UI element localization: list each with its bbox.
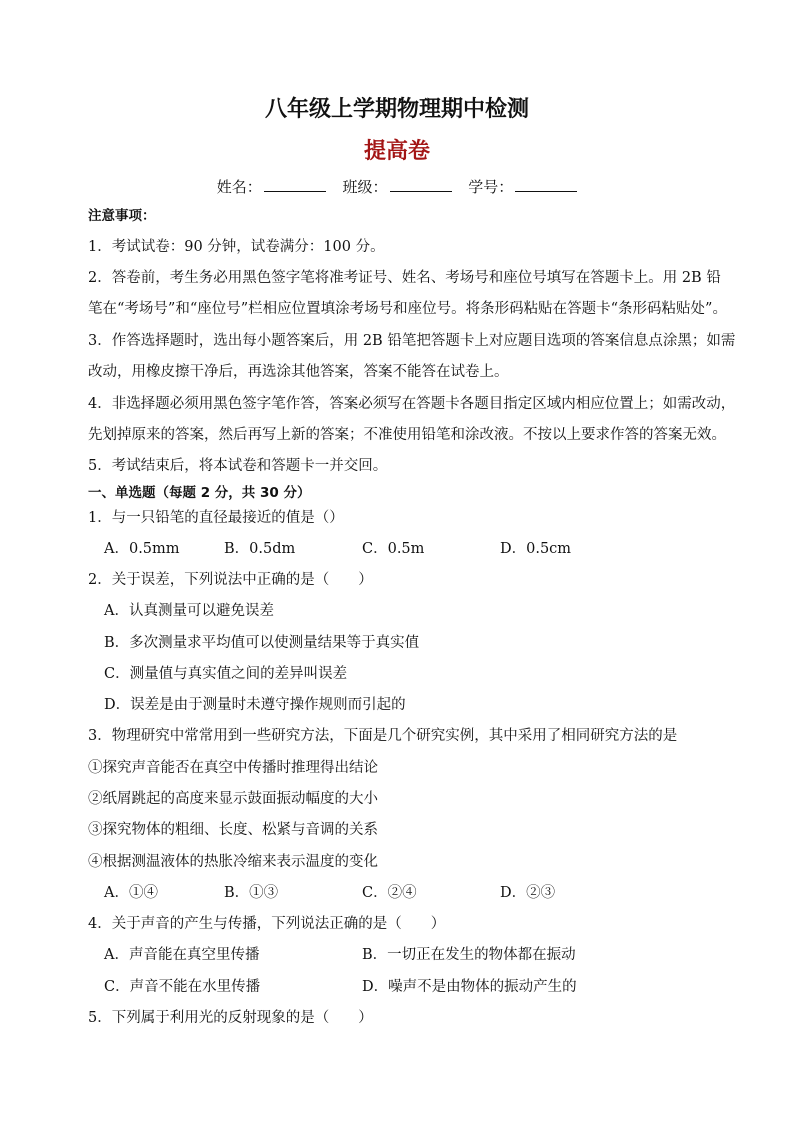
notice-line: 先划掉原来的答案，然后再写上新的答案；不准使用铅笔和涂改液。不按以上要求作答的答案无效。 (88, 427, 726, 443)
option-b: B．0.5dm (224, 541, 296, 557)
notice-line: 4．非选择题必须用黑色签字笔作答，答案必须写在答题卡各题目指定区域内相应位置上；如需改动， (88, 396, 736, 412)
question-item: ①探究声音能否在真空中传播时推理得出结论 (88, 760, 378, 776)
name-blank (264, 177, 326, 192)
option-a: A．①④ (104, 885, 158, 901)
question-stem: 2．关于误差，下列说法中正确的是（ ） (88, 572, 373, 588)
notice-line: 3．作答选择题时，选出每小题答案后，用 2B 铅笔把答题卡上对应题目选项的答案信息点涂黑；如需 (88, 333, 736, 349)
question-item: ②纸屑跳起的高度来显示鼓面振动幅度的大小 (88, 791, 378, 807)
option-b: B．①③ (224, 885, 279, 901)
notice-line: 改动，用橡皮擦干净后，再选涂其他答案，答案不能答在试卷上。 (88, 364, 509, 380)
question-stem: 1．与一只铅笔的直径最接近的值是（） (88, 510, 344, 526)
question-stem: 5．下列属于利用光的反射现象的是（ ） (88, 1010, 373, 1026)
notice-line: 1．考试试卷：90 分钟，试卷满分：100 分。 (88, 239, 385, 255)
page-subtitle: 提高卷 (363, 139, 430, 164)
option-d: D．0.5cm (500, 541, 572, 557)
question-stem: 4．关于声音的产生与传播，下列说法正确的是（ ） (88, 916, 446, 932)
class-field (342, 176, 451, 197)
name-label: 姓名： (216, 178, 262, 196)
question-item: ④根据测温液体的热胀冷缩来表示温度的变化 (88, 854, 378, 870)
option-d: D．误差是由于测量时未遵守操作规则而引起的 (104, 697, 406, 713)
notice-line: 2．答卷前，考生务必用黑色签字笔将准考证号、姓名、考场号和座位号填写在答题卡上。用 2B 铅 (88, 270, 721, 286)
option-a: A．声音能在真空里传播 (104, 947, 260, 963)
student-info-row (0, 176, 794, 197)
id-label: 学号： (468, 178, 514, 196)
option-d: D．②③ (500, 885, 556, 901)
option-c: C．声音不能在水里传播 (104, 979, 261, 995)
option-d: D．噪声不是由物体的振动产生的 (362, 979, 577, 995)
option-c: C．0.5m (362, 541, 425, 557)
name-field (217, 176, 326, 197)
option-b: B．多次测量求平均值可以使测量结果等于真实值 (104, 635, 420, 651)
id-blank (515, 177, 577, 192)
option-c: C．测量值与真实值之间的差异叫误差 (104, 666, 348, 682)
option-c: C．②④ (362, 885, 417, 901)
notice-line: 5．考试结束后，将本试卷和答题卡一并交回。 (88, 458, 388, 474)
question-item: ③探究物体的粗细、长度、松紧与音调的关系 (88, 822, 378, 838)
class-label: 班级： (342, 178, 388, 196)
notice-line: 笔在“考场号”和“座位号”栏相应位置填涂考场号和座位号。将条形码粘贴在答题卡“条形码粘贴处”。 (88, 301, 727, 317)
id-field (468, 176, 577, 197)
question-stem: 3．物理研究中常常用到一些研究方法，下面是几个研究实例，其中采用了相同研究方法的是 (88, 728, 678, 744)
section-heading: 一、单选题（每题 2 分，共 30 分） (88, 485, 311, 501)
notice-heading: 注意事项： (88, 208, 156, 224)
option-a: A．认真测量可以避免误差 (104, 603, 274, 619)
class-blank (390, 177, 452, 192)
option-b: B．一切正在发生的物体都在振动 (362, 947, 576, 963)
page-title: 八年级上学期物理期中检测 (264, 97, 529, 122)
option-a: A．0.5mm (104, 541, 180, 557)
